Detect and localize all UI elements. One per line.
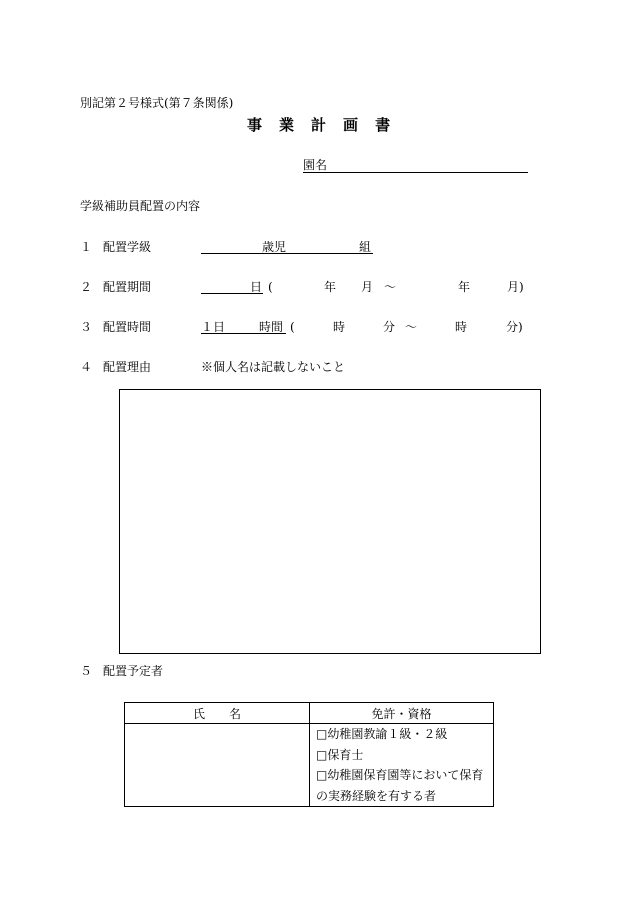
school-name-label: 園名 [303, 158, 328, 172]
item-number: １ [80, 240, 93, 254]
form-id: 別記第２号様式(第７条関係) [80, 96, 234, 110]
tilde: ～ [384, 280, 397, 294]
hours-unit: 時間 [259, 320, 284, 334]
month-unit: 月 [361, 280, 374, 294]
time-label: 配置時間 [103, 320, 152, 334]
title-char: 事 [247, 116, 263, 134]
license-option-continued: の実務経験を有する者 [316, 788, 437, 803]
class-field[interactable] [201, 253, 373, 254]
staff-label: 配置予定者 [103, 664, 164, 678]
item-number: ２ [80, 280, 93, 294]
reason-label: 配置理由 [103, 360, 152, 374]
item-number: ５ [80, 664, 93, 678]
reason-textbox[interactable] [119, 389, 541, 654]
month-unit-close: 月) [507, 280, 524, 294]
title-char: 計 [311, 116, 327, 134]
document-title [247, 118, 390, 133]
per-day-prefix: １日 [201, 320, 226, 334]
school-name-field[interactable] [303, 172, 528, 173]
license-option[interactable]: □幼稚園教諭１級・２級 [316, 727, 448, 741]
name-header: 氏 名 [125, 703, 310, 724]
minute-unit: 分 [383, 320, 396, 334]
staff-table [124, 702, 494, 807]
paren-open: ( [290, 320, 295, 334]
age-unit: 歳児 [262, 240, 287, 254]
class-label: 配置学級 [103, 240, 152, 254]
item-number: ３ [80, 320, 93, 334]
paren-open: ( [268, 280, 273, 294]
hour-unit: 時 [333, 320, 346, 334]
section-heading: 学級補助員配置の内容 [80, 199, 201, 213]
title-char: 画 [343, 116, 359, 134]
license-option[interactable]: □幼稚園保育園等において保育 [316, 768, 484, 782]
license-cell [310, 724, 494, 807]
reason-note: ※個人名は記載しないこと [201, 360, 346, 374]
year-unit: 年 [324, 280, 337, 294]
title-char: 業 [279, 116, 295, 134]
tilde: ～ [405, 320, 418, 334]
license-option[interactable]: □保育士 [316, 747, 364, 762]
group-unit: 組 [359, 240, 372, 254]
name-cell[interactable] [125, 724, 310, 807]
period-label: 配置期間 [103, 280, 152, 294]
minute-unit-close: 分) [506, 320, 523, 334]
item-number: ４ [80, 360, 93, 374]
title-char: 書 [375, 116, 391, 134]
hour-unit: 時 [455, 320, 468, 334]
year-unit: 年 [458, 280, 471, 294]
license-header: 免許・資格 [310, 703, 494, 724]
day-unit: 日 [250, 280, 263, 294]
